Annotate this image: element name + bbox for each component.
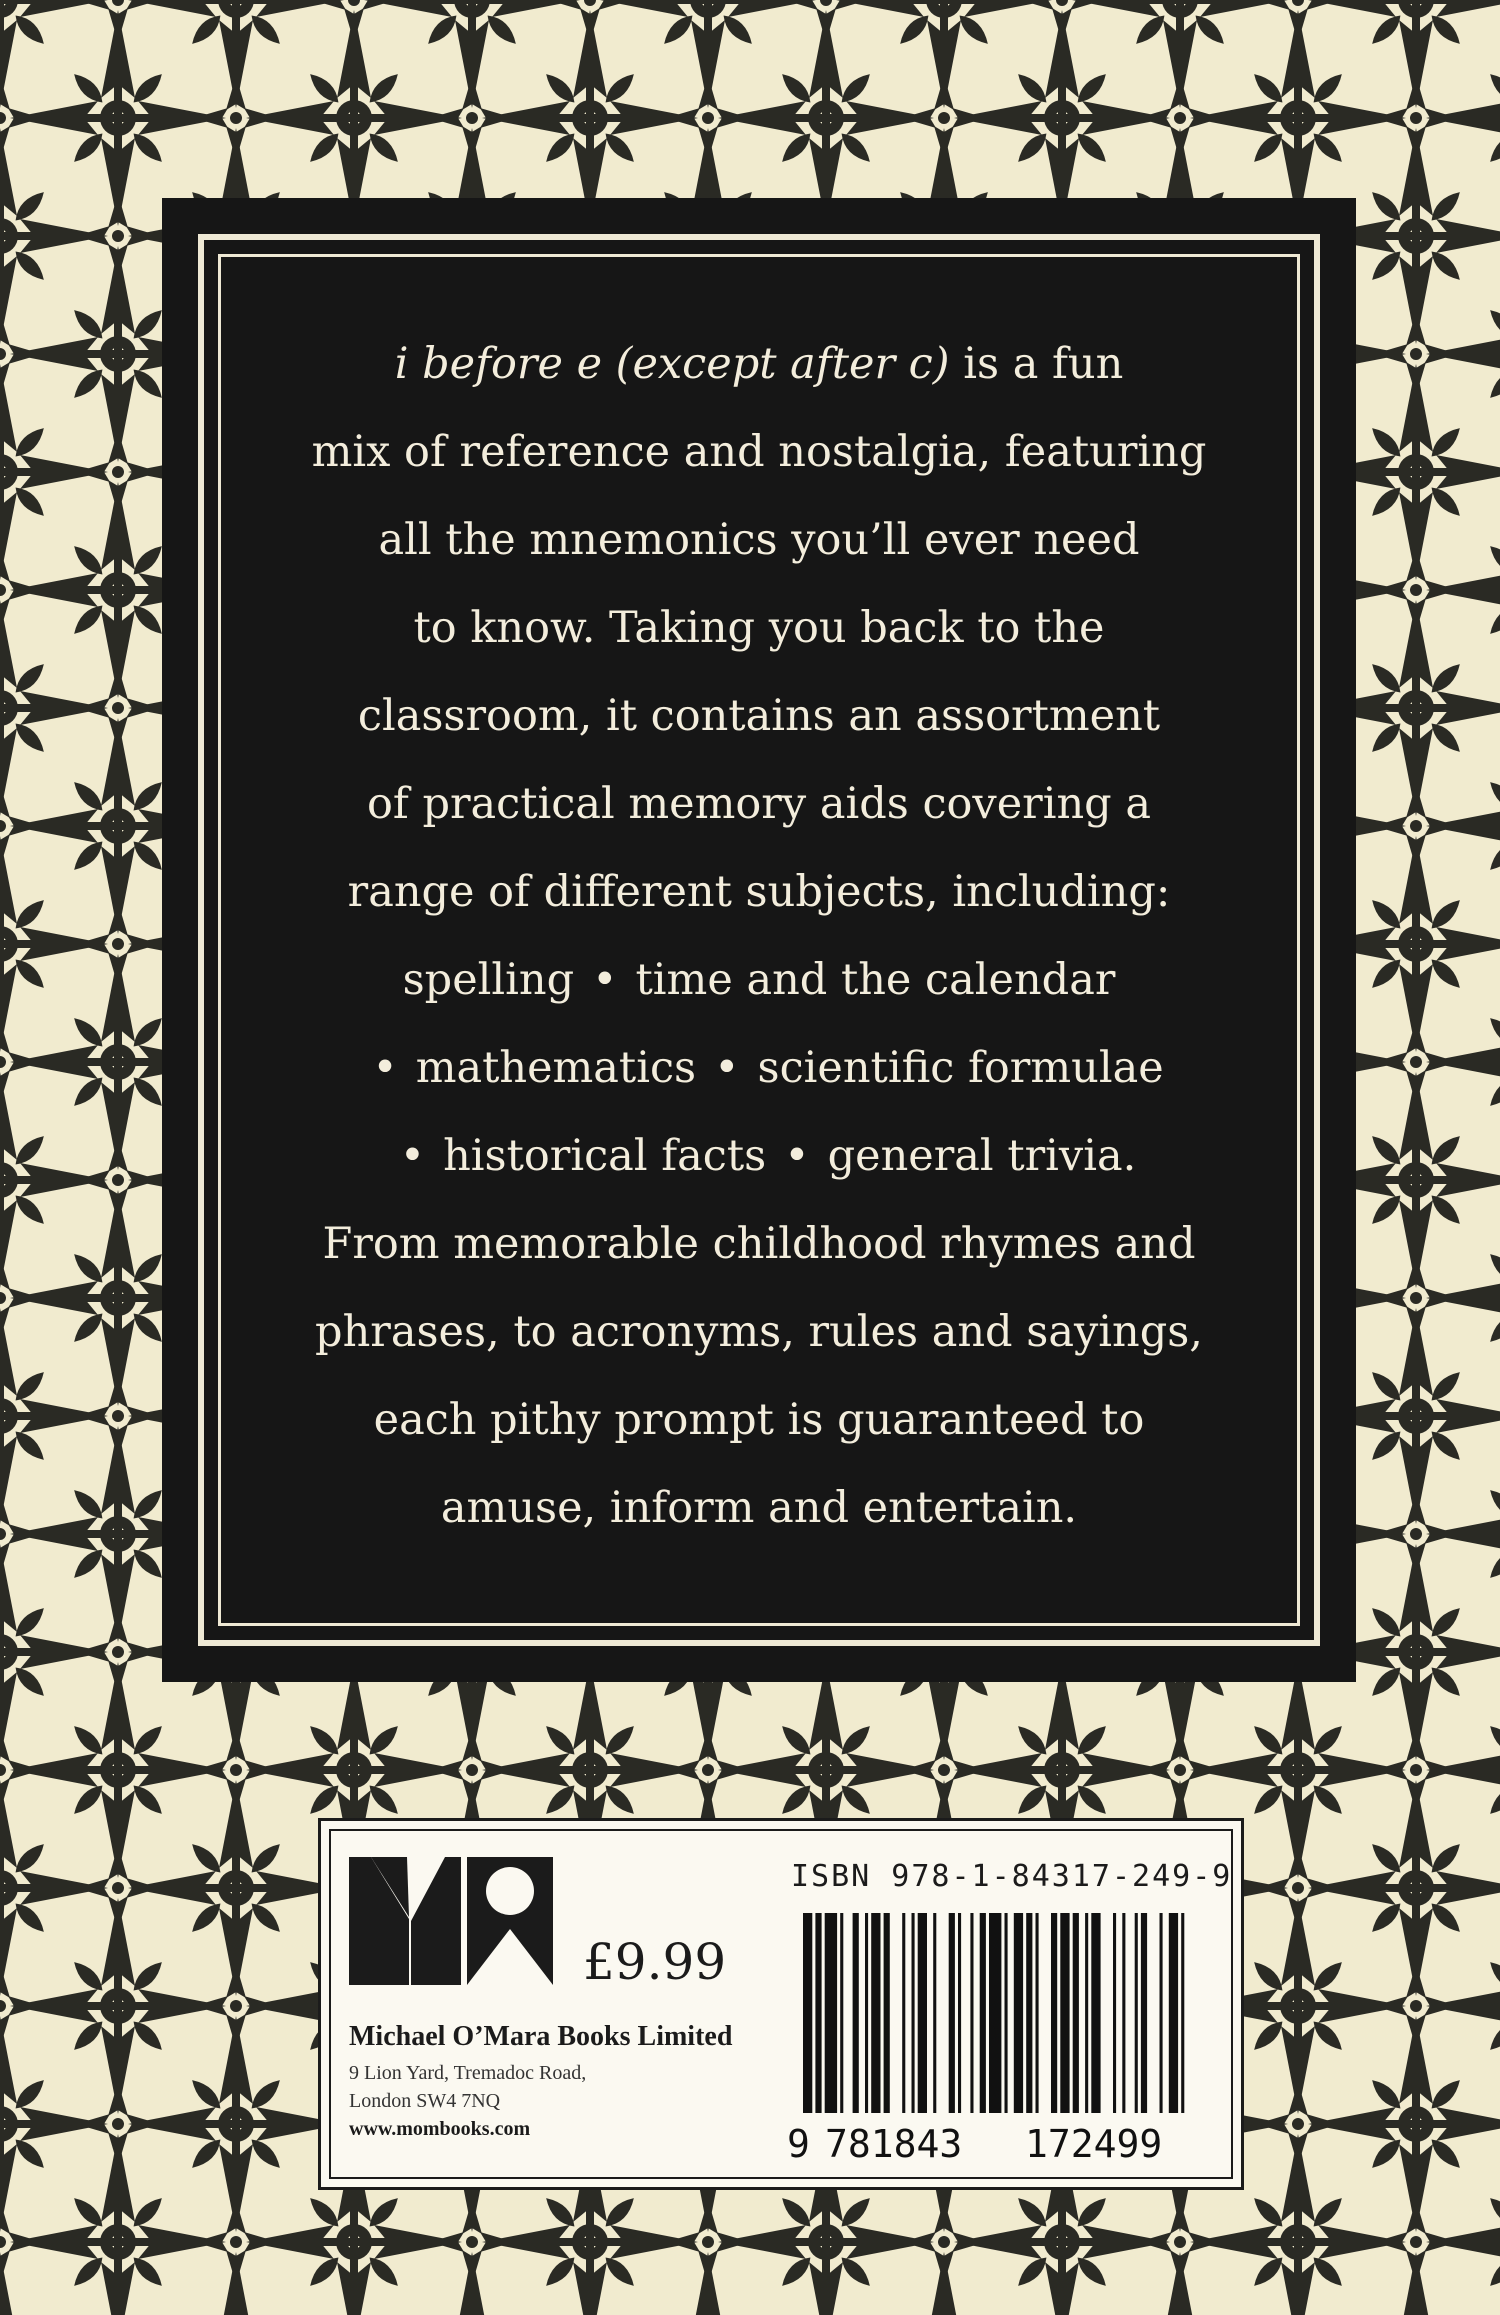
barcode-icon (787, 1913, 1223, 2165)
subjects-line (232, 1024, 1286, 1112)
barcode-bar (1051, 1913, 1057, 2133)
barcode-bar (1141, 1913, 1147, 2133)
barcode-bar (853, 1913, 859, 2133)
blurb-line: all the mnemonics you’ll ever need (378, 515, 1140, 565)
subject-item: time and the calendar (635, 955, 1116, 1005)
barcode-bar (871, 1913, 880, 2133)
blurb-line: classroom, it contains an assortment (357, 691, 1161, 741)
subject-item: general trivia. (827, 1131, 1137, 1181)
subject-item: mathematics (415, 1043, 697, 1093)
mom-logo-icon (349, 1857, 553, 1985)
publisher-address-line: London SW4 7NQ (349, 2090, 501, 2112)
barcode-bar (1122, 1913, 1125, 2133)
bullet: • (399, 1131, 426, 1181)
barcode-bar (1160, 1913, 1163, 2133)
blurb-line: mix of reference and nostalgia, featuring (311, 427, 1207, 477)
barcode-bar (918, 1913, 927, 2133)
blurb-line: to know. Taking you back to the (413, 603, 1105, 653)
barcode-digit: 9 (787, 2122, 810, 2165)
barcode-bar (980, 1913, 986, 2133)
barcode-bar (1181, 1913, 1184, 2133)
blurb-line: phrases, to acronyms, rules and sayings, (315, 1307, 1203, 1357)
blurb-line: i before e (except after c) is a fun (394, 339, 1124, 389)
subject-item: scientific formulae (757, 1043, 1164, 1093)
barcode-bar (1036, 1913, 1039, 2133)
bullet: • (592, 955, 618, 1005)
barcode-bar (865, 1913, 868, 2133)
barcode-bar (1005, 1913, 1008, 2133)
subjects-line (232, 936, 1286, 1024)
book-title: i before e (except after c) (394, 339, 950, 389)
barcode-bar (902, 1913, 905, 2133)
publisher-info-panel (318, 1818, 1244, 2190)
barcode-bar (949, 1913, 955, 2133)
bullet: • (784, 1131, 810, 1181)
barcode-bar (1014, 1913, 1023, 2133)
barcode-bar (958, 1913, 961, 2133)
barcode-bar (1026, 1913, 1032, 2133)
publisher-address-line: 9 Lion Yard, Tremadoc Road, (349, 2062, 587, 2084)
barcode-bar (1113, 1913, 1116, 2133)
barcode-bar (970, 1913, 973, 2133)
barcode-bar (1085, 1913, 1088, 2133)
blurb-text (232, 320, 1286, 1552)
subject-item: spelling (402, 955, 575, 1005)
barcode-bar (840, 1913, 843, 2133)
price: £9.99 (583, 1933, 727, 1991)
blurb-line: From memorable childhood rhymes and (322, 1219, 1196, 1269)
blurb-line: of practical memory aids covering a (366, 779, 1152, 829)
isbn-label: ISBN 978-1-84317-249-9 (791, 1859, 1233, 1894)
publisher-name: Michael O’Mara Books Limited (349, 2021, 733, 2052)
bullet: • (372, 1043, 398, 1093)
subject-item: historical facts (443, 1131, 767, 1181)
barcode-bar (1060, 1913, 1069, 2133)
blurb-line: amuse, inform and entertain. (440, 1483, 1078, 1533)
blurb-line: each pithy prompt is guaranteed to (373, 1395, 1145, 1445)
blurb-panel (162, 198, 1356, 1682)
barcode-digit: 172499 (1025, 2122, 1163, 2165)
publisher-website: www.mombooks.com (349, 2118, 531, 2140)
subjects-line (232, 1112, 1286, 1200)
barcode-bar (884, 1913, 890, 2133)
barcode-bar (933, 1913, 936, 2133)
barcode-bar (803, 1913, 812, 2133)
barcode-bar (1169, 1913, 1178, 2133)
publisher-block (349, 2021, 732, 2143)
barcode-bar (989, 1913, 1001, 2133)
barcode-bar (1135, 1913, 1138, 2133)
blurb-line: range of different subjects, including: (347, 867, 1171, 917)
bullet: • (714, 1043, 740, 1093)
barcode-bar (1073, 1913, 1079, 2133)
barcode-bar (912, 1913, 915, 2133)
barcode-bar (825, 1913, 837, 2133)
barcode-bar (1091, 1913, 1100, 2133)
barcode-bar (815, 1913, 821, 2133)
barcode-digit: 781843 (825, 2122, 963, 2165)
